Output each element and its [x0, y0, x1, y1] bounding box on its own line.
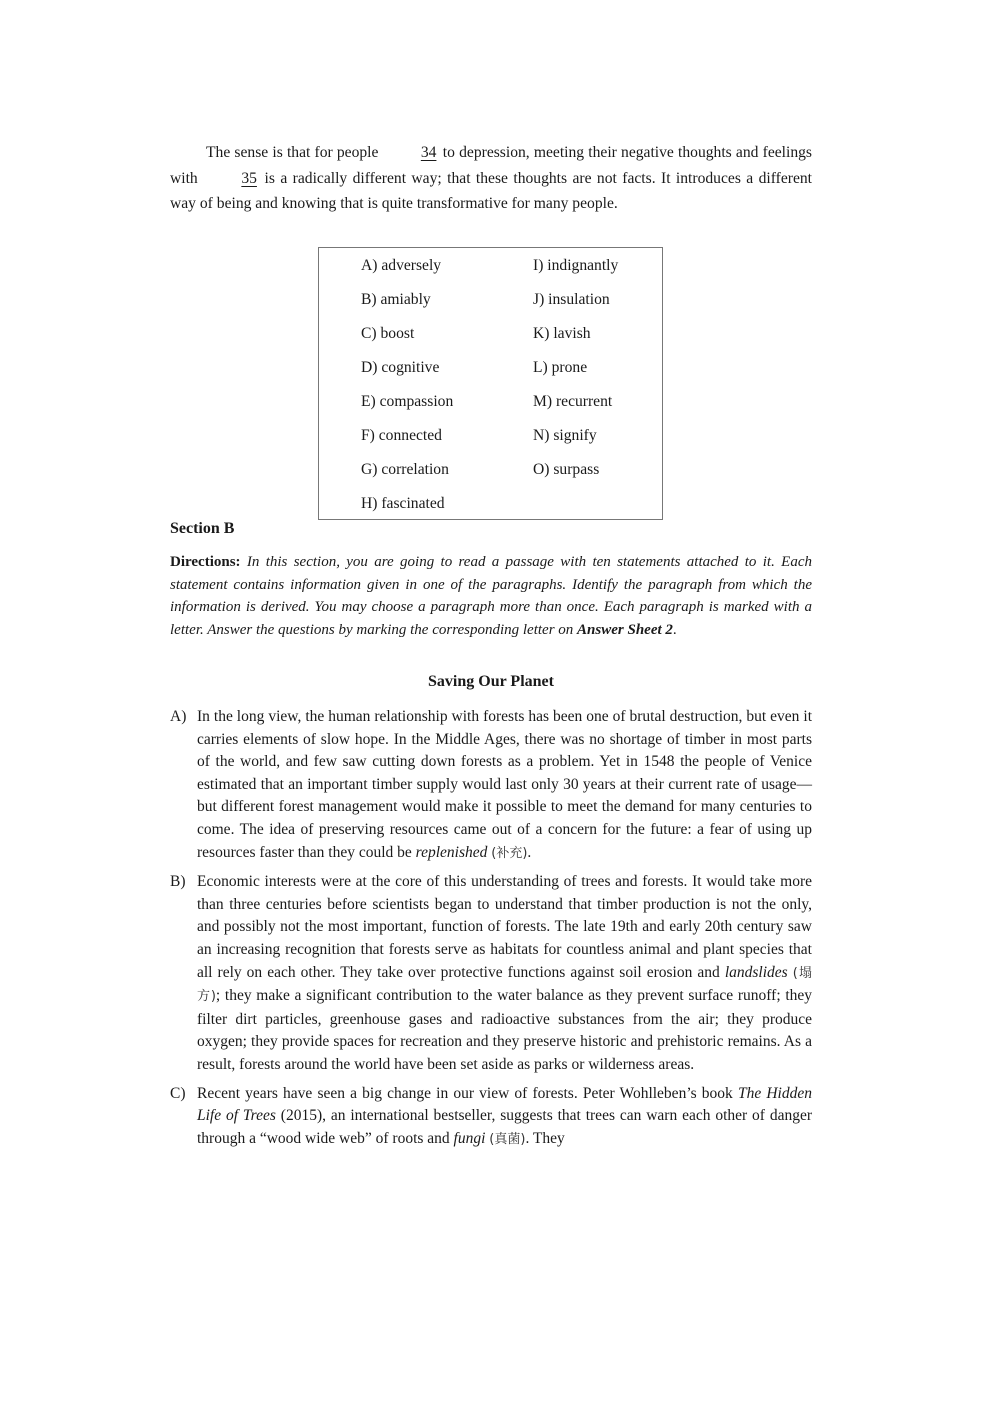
word-option: C) boost	[361, 325, 415, 342]
word-bank-left-column	[361, 254, 453, 526]
exam-page	[170, 140, 813, 1147]
word-option: I) indignantly	[533, 257, 619, 274]
cloze-paragraph: The sense is that for people 34 to depression, meeting their negative thoughts and feelings with 35 is a radically different way; that these thoughts are not facts. It introduces a different way of being and knowing that is quite transformative for many people.	[170, 140, 812, 217]
passage-title: Saving Our Planet	[428, 673, 554, 690]
word-option: G) correlation	[361, 461, 449, 478]
directions: Directions: In this section, you are going to read a passage with ten statements attached to it. Each statement contains information given in one of the paragraphs. Identify the paragraph from which the information is derived. You may choose a paragraph more than once. Each paragraph is marked with a letter. Answer the questions by marking the corresponding letter on Answer Sheet 2.	[170, 554, 812, 638]
word-option: N) signify	[533, 427, 597, 444]
paragraph-a: A) In the long view, the human relationship with forests has been one of brutal destruction, but even it carries elements of slow hope. In the Middle Ages, there was no shortage of timber in most parts of the world, and few saw cutting down forests as a problem. Yet in 1548 the people of Venice estimated that an important timber supply would last only 30 years at their current rate of usage—but different forest management would make it possible to meet the demand for many centuries to come. The idea of preserving resources came out of a concern for the future: a fear of using up resources faster than they could be replenished (补充).	[170, 708, 812, 861]
directions-label: Directions:	[170, 554, 241, 570]
word-option: A) adversely	[361, 257, 442, 274]
word-option: E) compassion	[361, 393, 454, 410]
blank-34: 34	[420, 144, 437, 161]
paragraph-b: B) Economic interests were at the core of this understanding of trees and forests. It would take more than three centuries before scientists began to understand that timber production is not the only, and possibly not the most important, function of forests. The late 19th and early 20th century saw an increasing recognition that forests serve as habitats for countless animal and plant species that all rely on each other. They take over protective functions against soil erosion and landslides (塌方); they make a significant contribution to the water balance as they prevent surface runoff; they filter dirt particles, greenhouse gases and radioactive substances from the air; they produce oxygen; they provide spaces for recreation and they preserve historic and prehistoric remains. As a result, forests around the world have been set aside as parks or wilderness areas.	[170, 873, 813, 1073]
section-heading: Section B	[170, 520, 235, 537]
chinese-gloss: (补充)	[491, 845, 528, 861]
answer-sheet-label: Answer Sheet 2	[577, 621, 673, 638]
word-bank-box	[318, 247, 663, 520]
directions-text: In this section, you are going to read a passage with ten statements attached to it. Each statement contains information given in one of the paragraphs. Identify the paragraph from which the information is derived. You may choose a paragraph more than once. Each paragraph is marked with a letter. Answer the questions by marking the corresponding letter on	[170, 554, 812, 638]
word-option: M) recurrent	[533, 393, 613, 410]
paragraph-letter: C)	[170, 1084, 186, 1102]
word-option: H) fascinated	[361, 495, 445, 512]
word-option: D) cognitive	[361, 359, 440, 376]
word-option: J) insulation	[533, 291, 610, 308]
paragraph-letter: B)	[170, 873, 186, 891]
word-option: L) prone	[533, 359, 588, 376]
word-bank-right-column	[533, 254, 618, 492]
word-option: K) lavish	[533, 325, 591, 342]
glossed-term: replenished	[415, 843, 488, 861]
glossed-term: landslides	[724, 963, 788, 981]
book-title: The Hidden Life of Trees	[197, 1084, 812, 1125]
glossed-term: fungi	[453, 1129, 486, 1147]
paragraph-c: C) Recent years have seen a big change in our view of forests. Peter Wohlleben’s book The Hidden Life of Trees (2015), an international bestseller, suggests that trees can warn each other of danger through a “wood wide web” of roots and fungi (真菌). They	[170, 1084, 812, 1147]
word-option: O) surpass	[533, 461, 600, 478]
word-option: B) amiably	[361, 291, 431, 308]
chinese-gloss: (真菌)	[489, 1131, 526, 1147]
passage-body	[170, 706, 812, 1157]
chinese-gloss: (塌方)	[197, 965, 812, 1005]
paragraph-letter: A)	[170, 708, 187, 725]
word-option: F) connected	[361, 427, 442, 444]
blank-35: 35	[241, 169, 257, 187]
